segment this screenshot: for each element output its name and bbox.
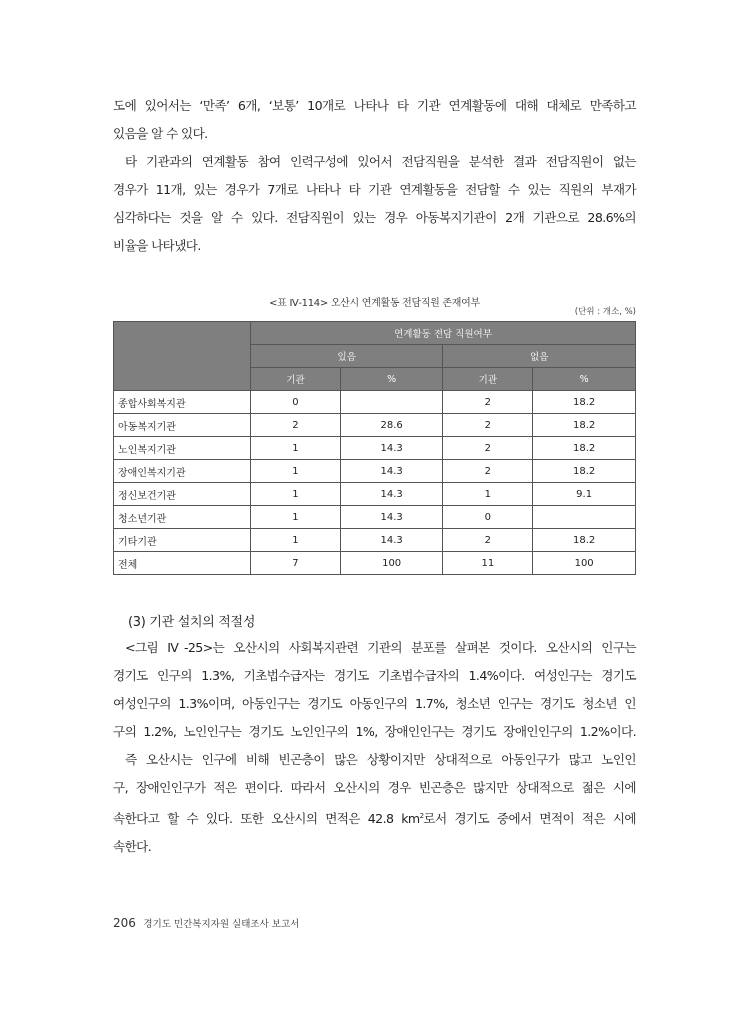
data-table	[113, 321, 636, 575]
table-row	[114, 414, 636, 437]
table-cell: 1	[443, 483, 533, 506]
paragraph-3	[113, 634, 636, 746]
paragraph-1	[113, 92, 636, 148]
text-fragment: 속한다고 할 수 있다. 또한 오산시의 면적은 42.8 km	[113, 811, 420, 827]
table-cell: 0	[251, 391, 341, 414]
text-line: 심각하다는 것을 알 수 있다. 전담직원이 있는 경우 아동복지기관이 2개 기관으로 28.6%의	[113, 210, 636, 225]
table-header-blank	[114, 322, 251, 391]
table-cell	[340, 391, 443, 414]
table-cell: 28.6	[340, 414, 443, 437]
table-cell: 1	[251, 506, 341, 529]
text-line: 경기도 인구의 1.3%, 기초법수급자는 경기도 기초법수급자의 1.4%이다. 여성인구는 경기도	[113, 668, 636, 683]
table-cell: 14.3	[340, 506, 443, 529]
table-row	[114, 437, 636, 460]
row-label: 노인복지기관	[114, 437, 251, 460]
column-header: %	[340, 368, 443, 391]
table-cell: 2	[443, 414, 533, 437]
column-header: 기관	[443, 368, 533, 391]
table-cell: 14.3	[340, 529, 443, 552]
table-cell: 2	[443, 437, 533, 460]
superscript: 2	[419, 812, 424, 820]
table-cell	[533, 506, 636, 529]
table-cell: 2	[443, 529, 533, 552]
text-line: 도에 있어서는 ‘만족’ 6개, ‘보통’ 10개로 나타나 타 기관 연계활동에 대해 대체로 만족하고	[113, 98, 636, 113]
paragraph-2	[113, 148, 636, 260]
table-row	[114, 483, 636, 506]
table-cell: 2	[443, 460, 533, 483]
table-header-top: 연계활동 전담 직원여부	[251, 322, 636, 345]
text-line: 있음을 알 수 있다.	[113, 126, 208, 141]
row-label: 아동복지기관	[114, 414, 251, 437]
table-cell: 2	[443, 391, 533, 414]
row-label: 기타기관	[114, 529, 251, 552]
table-cell: 14.3	[340, 437, 443, 460]
text-line: 타 기관과의 연계활동 참여 인력구성에 있어서 전담직원을 분석한 결과 전담직원이 없는	[125, 154, 636, 169]
table-cell: 1	[251, 460, 341, 483]
table-cell: 100	[340, 552, 443, 575]
table-cell: 0	[443, 506, 533, 529]
page-number: 206	[113, 916, 136, 930]
paragraph-4	[113, 746, 636, 861]
table-caption: <표 Ⅳ-114> 오산시 연계활동 전담직원 존재여부	[269, 298, 480, 309]
page-footer	[113, 916, 299, 930]
text-line: 속한다.	[113, 839, 152, 855]
row-label: 장애인복지기관	[114, 460, 251, 483]
text-line: <그림 Ⅳ-25>는 오산시의 사회복지관련 기관의 분포를 살펴본 것이다. 오산시의 인구는	[125, 640, 636, 655]
table-cell: 18.2	[533, 460, 636, 483]
column-header: %	[533, 368, 636, 391]
table-cell: 18.2	[533, 391, 636, 414]
table-row	[114, 460, 636, 483]
table-cell: 100	[533, 552, 636, 575]
text-line	[113, 802, 636, 833]
table-cell: 11	[443, 552, 533, 575]
table-cell: 18.2	[533, 437, 636, 460]
table-row	[114, 552, 636, 575]
row-label: 전체	[114, 552, 251, 575]
table-cell: 7	[251, 552, 341, 575]
table-cell: 1	[251, 483, 341, 506]
table-row	[114, 506, 636, 529]
table-cell: 2	[251, 414, 341, 437]
table-cell: 14.3	[340, 483, 443, 506]
row-label: 종합사회복지관	[114, 391, 251, 414]
text-line: 비율을 나타냈다.	[113, 238, 201, 253]
text-line: 여성인구의 1.3%이며, 아동인구는 경기도 아동인구의 1.7%, 청소년 인구는 경기도 청소년 인	[113, 696, 636, 711]
table-body	[114, 391, 636, 575]
text-line: 경우가 11개, 있는 경우가 7개로 나타나 타 기관 연계활동을 전담할 수 있는 직원의 부재가	[113, 182, 636, 197]
footer-title: 경기도 민간복지자원 실태조사 보고서	[143, 919, 300, 930]
row-label: 정신보건기관	[114, 483, 251, 506]
table-cell: 18.2	[533, 529, 636, 552]
table-row	[114, 391, 636, 414]
text-fragment: 로서 경기도 중에서 면적이 적은 시에	[423, 811, 636, 827]
text-line: 구, 장애인인구가 적은 편이다. 따라서 오산시의 경우 빈곤층은 많지만 상대적으로 젊은 시에	[113, 780, 636, 795]
text-line: 구의 1.2%, 노인인구는 경기도 노인인구의 1%, 장애인인구는 경기도 장애인인구의 1.2%이다.	[113, 724, 636, 739]
table-header-no: 없음	[443, 345, 636, 368]
table-cell: 14.3	[340, 460, 443, 483]
table-unit: (단위 : 개소, %)	[574, 307, 636, 317]
column-header: 기관	[251, 368, 341, 391]
section-title: (3) 기관 설치의 적절성	[128, 615, 256, 630]
table-cell: 1	[251, 437, 341, 460]
text-line: 즉 오산시는 인구에 비해 빈곤층이 많은 상황이지만 상대적으로 아동인구가 많고 노인인	[125, 752, 636, 767]
table-cell: 1	[251, 529, 341, 552]
table-cell: 9.1	[533, 483, 636, 506]
table-cell: 18.2	[533, 414, 636, 437]
table-header-yes: 있음	[251, 345, 443, 368]
table-row	[114, 529, 636, 552]
row-label: 청소년기관	[114, 506, 251, 529]
